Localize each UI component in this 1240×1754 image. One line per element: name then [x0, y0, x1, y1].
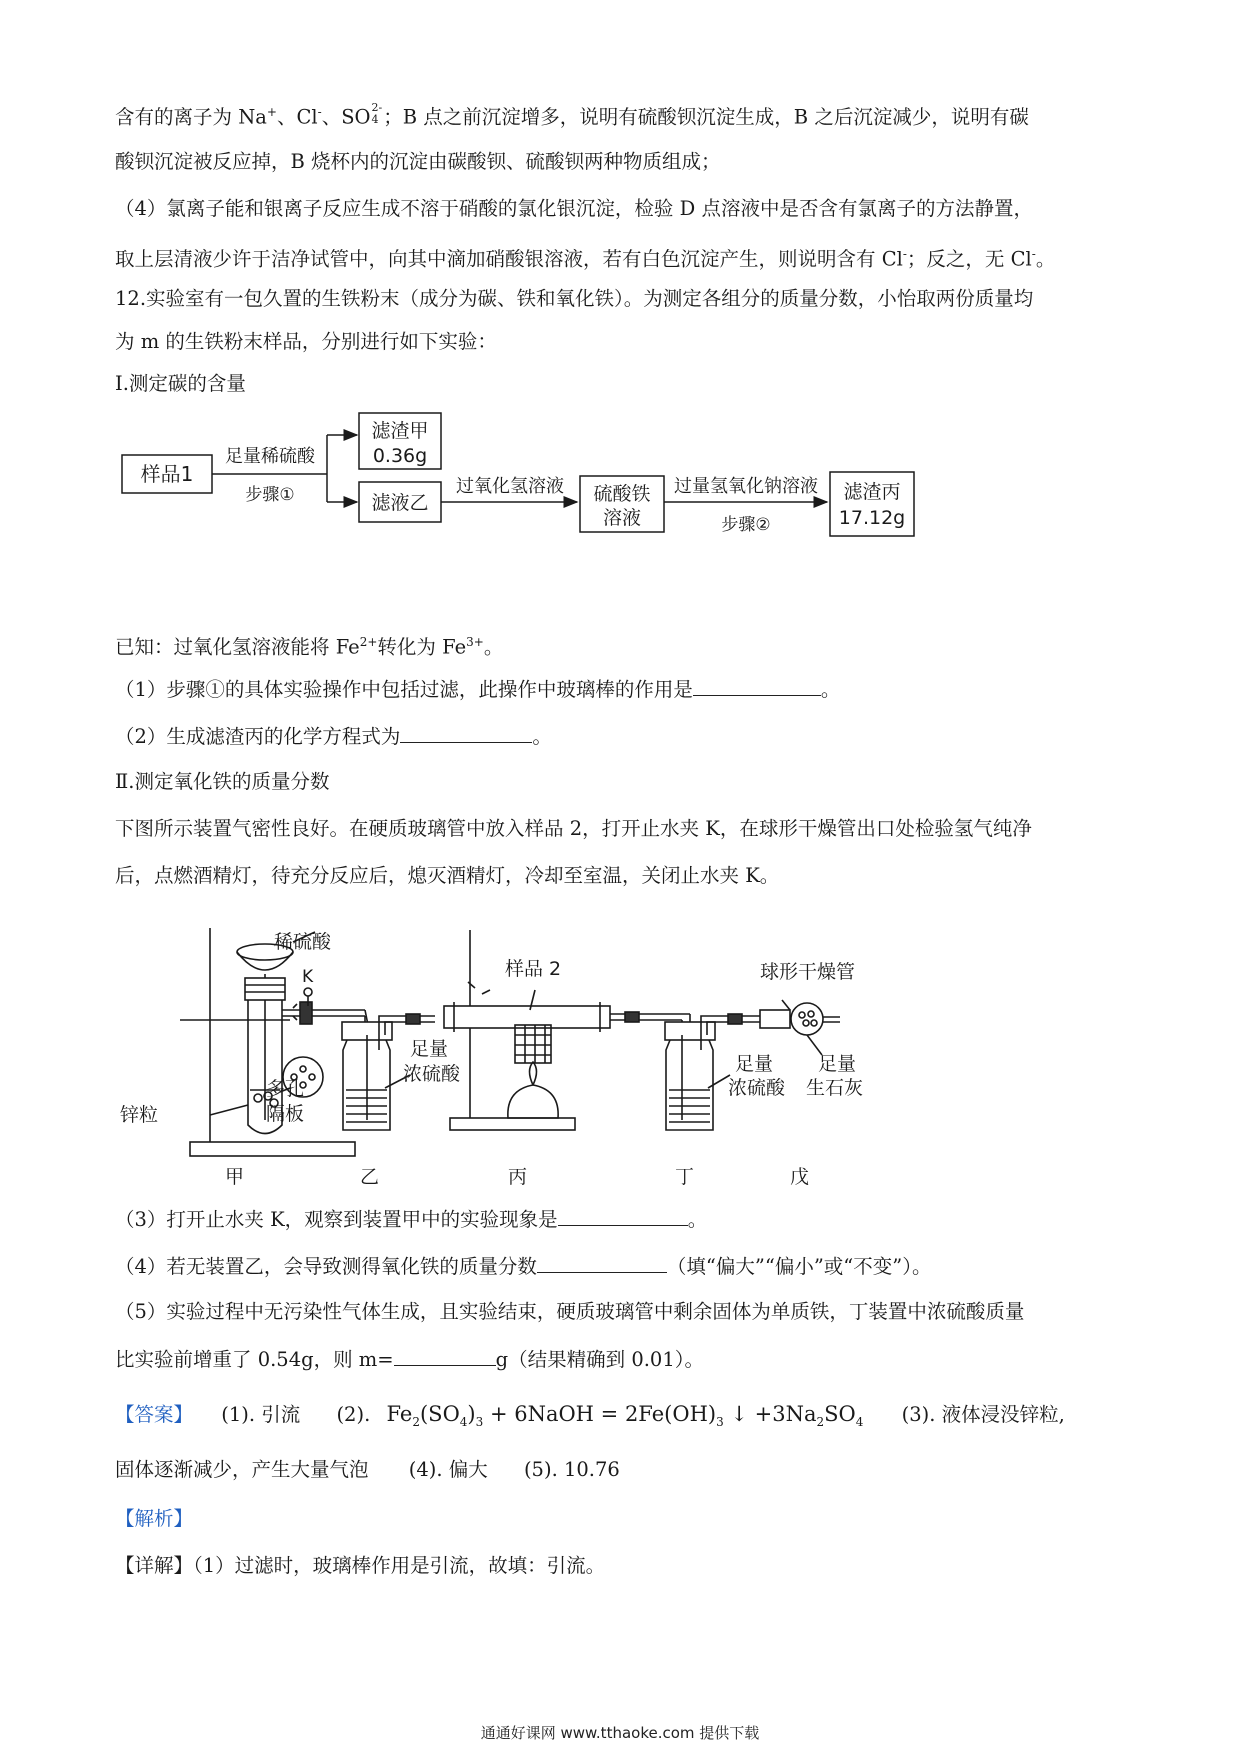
bottle-b-label-2: 浓硫酸	[403, 1063, 461, 1085]
text-line: 含有的离子为 Na+、Cl-、SO 2- 4 ；B 点之前沉淀增多，说明有硫酸钡沉淀生成，B 之后沉淀减少，说明有碳	[115, 101, 1029, 129]
residue-c-mass: 17.12g	[838, 507, 906, 529]
lime-label-2: 生石灰	[806, 1077, 864, 1099]
apparatus-jia: 甲	[225, 1166, 245, 1188]
text-line: 已知：过氧化氢溶液能将 $Fe^{2+}$转化为 $Fe^{3+}$。	[115, 635, 504, 659]
residue-a-label: 滤渣甲	[371, 420, 429, 442]
sample2-label: 样品 2	[505, 958, 562, 980]
analysis-tag: 【解析】	[115, 1507, 194, 1530]
text-line: （4）氯离子能和银离子反应生成不溶于硝酸的氯化银沉淀，检验 D 点溶液中是否含有氯离子的方法静置，	[115, 197, 1033, 220]
answer-blank[interactable]	[558, 1205, 688, 1226]
sample-label: 样品1	[140, 462, 194, 486]
text-line: 酸钡沉淀被反应掉，B 烧杯内的沉淀由碳酸钡、硫酸钡两种物质组成；	[115, 150, 721, 173]
bottle-d-label-2: 浓硫酸	[728, 1077, 786, 1099]
question-2: （2）生成滤渣丙的化学方程式为 。	[115, 722, 552, 751]
answer-line: 【答案】 (1). 引流 (2). $Fe_2(SO_4)_3$ + 6NaOH = $2Fe(OH)_3$ ↓ $+3Na_2SO_4$ (3). 液体浸没锌粒,	[115, 1402, 1065, 1430]
bottle-d-label-1: 足量	[735, 1053, 774, 1075]
answer-blank[interactable]	[394, 1345, 496, 1366]
question-4: （4）若无装置乙，会导致测得氧化铁的质量分数 （填“偏大”“偏小”或“不变”）。	[115, 1252, 932, 1281]
solution-label-2: 溶液	[602, 507, 642, 529]
chemical-equation: $Fe_2(SO_4)_3$ + 6NaOH = $2Fe(OH)_3$ ↓ $+3Na_2SO_4$	[386, 1402, 864, 1430]
flow-diagram	[120, 410, 1020, 555]
plate-label-1: 多孔	[266, 1078, 305, 1100]
question-12-stem: 12.实验室有一包久置的生铁粉末（成分为碳、铁和氧化铁）。为测定各组分的质量分数，小怡取两份质量均	[115, 287, 1034, 310]
section-heading: Ⅱ.测定氧化铁的质量分数	[115, 770, 330, 793]
plate-label-2: 隔板	[266, 1103, 305, 1125]
reagent2-label: 过氧化氢溶液	[456, 476, 564, 497]
step1-label: 步骤①	[245, 485, 295, 505]
text-line: 为 m 的生铁粉末样品，分别进行如下实验：	[115, 330, 497, 353]
detail-line: 【详解】（1）过滤时，玻璃棒作用是引流，故填：引流。	[115, 1554, 606, 1577]
stand-base	[190, 1142, 355, 1156]
answer-blank[interactable]	[693, 675, 821, 696]
apparatus-bing: 丙	[508, 1166, 528, 1188]
acid-label: 稀硫酸	[274, 931, 332, 953]
answer-blank[interactable]	[537, 1252, 667, 1273]
residue-a-mass: 0.36g	[372, 445, 428, 467]
filtrate-b-label: 滤液乙	[371, 492, 429, 514]
section-heading: Ⅰ.测定碳的含量	[115, 372, 246, 395]
text-line: 后，点燃酒精灯，待充分反应后，熄灭酒精灯，冷却至室温，关闭止水夹 K。	[115, 864, 780, 887]
residue-c-label: 滤渣丙	[843, 481, 901, 503]
page-footer: 通通好课网 www.tthaoke.com 提供下载	[480, 1724, 760, 1742]
reagent3-label: 过量氢氧化钠溶液	[674, 476, 818, 497]
answer-blank[interactable]	[400, 722, 532, 743]
question-5-cont: 比实验前增重了 0.54g，则 m= g（结果精确到 0.01）。	[115, 1345, 704, 1374]
dryer-label: 球形干燥管	[760, 961, 856, 983]
bottle-b-label-1: 足量	[410, 1038, 449, 1060]
clamp-k-label: K	[302, 967, 314, 987]
apparatus-yi: 乙	[360, 1166, 380, 1188]
zinc-label: 锌粒	[120, 1104, 159, 1126]
text-line: 取上层清液少许于洁净试管中，向其中滴加硝酸银溶液，若有白色沉淀产生，则说明含有 Cl-；反之，无 Cl-。	[115, 247, 1056, 271]
answer-tag: 【答案】	[115, 1403, 194, 1426]
apparatus-ding: 丁	[675, 1166, 695, 1188]
reagent1-label: 足量稀硫酸	[225, 446, 315, 467]
step2-label: 步骤②	[721, 515, 771, 535]
lime-label-1: 足量	[818, 1053, 857, 1075]
apparatus-wu: 戊	[790, 1166, 810, 1188]
answer-line-2: 固体逐渐减少，产生大量气泡 (4). 偏大 (5). 10.76	[115, 1458, 620, 1481]
solution-label-1: 硫酸铁	[593, 483, 651, 505]
apparatus-diagram	[120, 920, 990, 1195]
text-line: 下图所示装置气密性良好。在硬质玻璃管中放入样品 2，打开止水夹 K，在球形干燥管出口处检验氢气纯净	[115, 817, 1032, 840]
question-3: （3）打开止水夹 K，观察到装置甲中的实验现象是 。	[115, 1205, 707, 1234]
question-5: （5）实验过程中无污染性气体生成，且实验结束，硬质玻璃管中剩余固体为单质铁，丁装置中浓硫酸质量	[115, 1300, 1025, 1323]
question-1: （1）步骤①的具体实验操作中包括过滤，此操作中玻璃棒的作用是 。	[115, 675, 840, 704]
